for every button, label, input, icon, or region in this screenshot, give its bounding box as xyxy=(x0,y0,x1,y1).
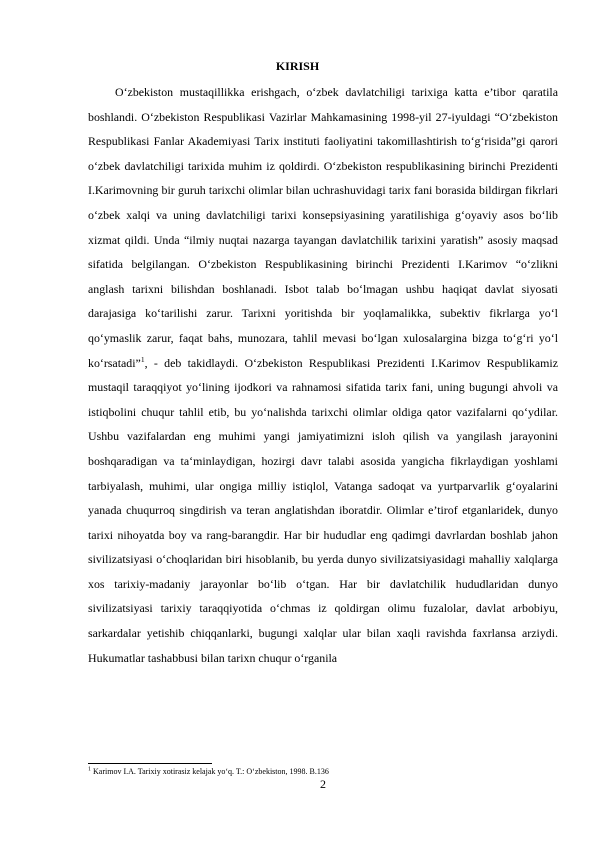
paragraph-text-part-2: , - deb takidlaydi. O‘zbekiston Respublikasi Prezidenti I.Karimov Respublikamiz mustaqil taraqqiyot yo‘lining ijodkori va rahnamosi sifatida tarix fani, uning bugungi ahvoli va istiqbolini chuqur tahlil etib, bu yo‘nalishda tarixchi olimlar oldiga qator vazifalarni qo‘ydilar. Ushbu vazifalardan eng muhimi yangi jamiyatimizni isloh qilish va yangilash jarayonini boshqaradigan va ta‘minlaydigan, hozirgi davr talabi asosida yangicha fikrlaydigan yoshlami tarbiyalash, muhimi, ular ongiga milliy istiqlol, Vatanga sadoqat va yurtparvarlik g‘oyalarini yanada chuqurroq singdirish va teran anglatishdan iboratdir. Olimlar e’tirof etganlaridek, dunyo tarixi nihoyatda boy va rang-barangdir. Har bir hududlar eng qadimgi davrlardan boshlab jahon sivilizatsiyasi o‘choqlaridan biri hisoblanib, bu yerda dunyo sivilizatsiyasidagi mahalliy xalqlarga xos tarixiy-madaniy jarayonlar bo‘lib o‘tgan. Har bir davlatchilik hududlaridan dunyo sivilizatsiyasi tarixiy taraqqiyotida o‘chmas iz qoldirgan olimu fuzalolar, davlat arbobiyu, sarkardalar yetishib chiqqanlarki, bugungi xalqlar ular bilan xaqli ravishda faxrlansa arziydi. Hukumatlar tashabbusi bilan tarixn chuqur o‘rganila xyxy=(88,355,558,665)
footnote-divider xyxy=(88,763,212,764)
footnote-number: 1 xyxy=(88,766,91,773)
footnote-text: Karimov I.A. Tarixiy xotirasiz kelajak yo‘q. T.: O‘zbekiston, 1998. B.136 xyxy=(91,767,329,776)
footnote-reference[interactable]: 1 xyxy=(140,354,145,364)
paragraph-text-part-1: O‘zbekiston mustaqillikka erishgach, o‘zbek davlatchiligi tarixiga katta e’tibor qaratila boshlandi. O‘zbekiston Respublikasi Vazirlar Mahkamasining 1998-yil 27-iyuldagi “O‘zbekiston Respublikasi Fanlar Akademiyasi Tarix instituti faoliyatini takomillashtirish to‘g‘risida”gi qarori o‘zbek davlatchiligi tarixida muhim iz qoldirdi. O‘zbekiston respublikasining birinchi Prezidenti I.Karimovning bir guruh tarixchi olimlar bilan uchrashuvidagi tarix fani borasida bildirgan fikrlari o‘zbek xalqi va uning davlatchiligi tarixi konsepsiyasining yaratilishiga g‘oyaviy asos bo‘lib xizmat qildi. Unda “ilmiy nuqtai nazarga tayangan davlatchilik tarixini yaratish” asosiy maqsad sifatida belgilangan. O‘zbekiston Respublikasining birinchi Prezidenti I.Karimov “o‘zlikni anglash tarixni bilishdan boshlanadi. Isbot talab bo‘lmagan ushbu haqiqat davlat siyosati darajasiga ko‘tarilishi zarur. Tarixni yoritishda bir yoqlamalikka, subektiv fikrlarga yo‘l qo‘ymaslik zarur, faqat bahs, munozara, tahlil mevasi bo‘lgan xulosalargina bizga to‘g‘ri yo‘l ko‘rsatadi” xyxy=(88,85,558,370)
page-title: KIRISH xyxy=(275,59,320,73)
footnote xyxy=(88,766,558,777)
main-paragraph xyxy=(88,80,558,670)
page-number: 2 xyxy=(320,777,326,791)
